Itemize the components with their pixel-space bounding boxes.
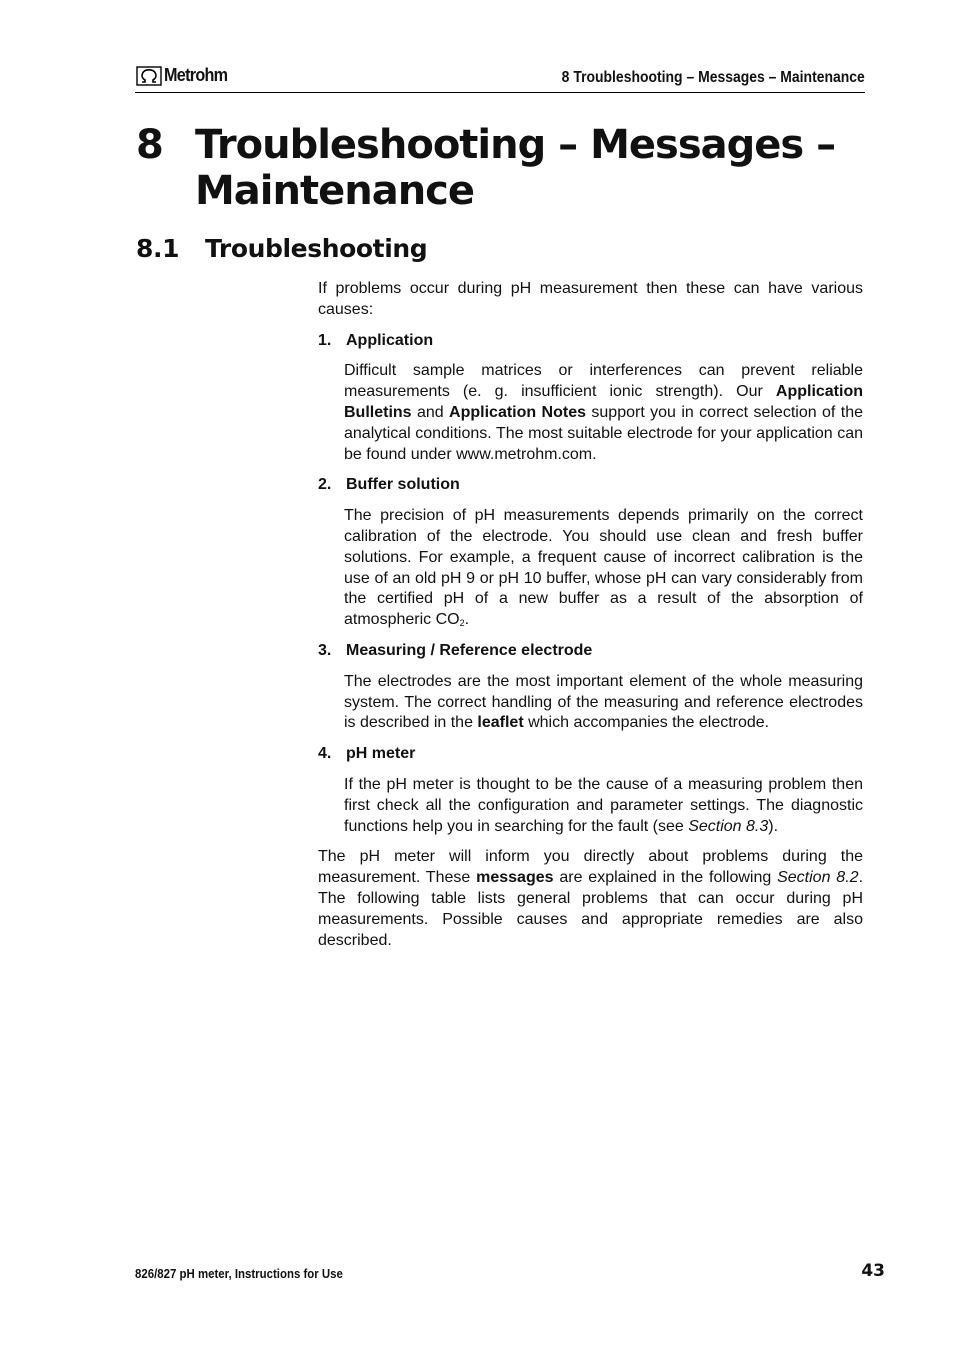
bold-term: Application Notes bbox=[449, 403, 586, 421]
section-number: 8.1 bbox=[136, 234, 180, 263]
item-body-electrode bbox=[344, 672, 863, 734]
text-run: ). bbox=[768, 817, 779, 835]
text-run: . bbox=[464, 611, 470, 629]
closing-paragraph bbox=[318, 847, 863, 951]
item-number: 4. bbox=[318, 745, 332, 763]
text-run: are explained in the following bbox=[553, 869, 778, 887]
body-column bbox=[318, 279, 863, 951]
footer-document-title: 826/827 pH meter, Instructions for Use bbox=[135, 1266, 343, 1281]
brand-logo bbox=[136, 65, 234, 86]
chapter-number: 8 bbox=[136, 122, 163, 168]
bold-term: leaflet bbox=[477, 714, 524, 732]
text-run: . The following table lists general problems that can occur during pH measurements. Possible causes and appropriate remedies are also described. bbox=[318, 869, 864, 949]
item-number: 1. bbox=[318, 331, 332, 349]
item-heading-text: Measuring / Reference electrode bbox=[346, 641, 593, 659]
item-number: 2. bbox=[318, 476, 332, 494]
text-run: The electrodes are the most important element of the whole measuring system. The correct handling of the measuring and reference electrodes is described in the bbox=[344, 672, 863, 732]
item-heading-electrode bbox=[318, 641, 863, 662]
item-heading-ph-meter bbox=[318, 744, 863, 765]
text-run: The precision of pH measurements depends primarily on the correct calibration of the electrode. You should use clean and fresh buffer solutions. For example, a frequent cause of incorrect calibration is the use of an old pH 9 or pH 10 buffer, whose pH can vary considerably from the certified pH of a new buffer as a result of the absorption of atmospheric CO bbox=[344, 507, 863, 629]
chapter-title-line1: Troubleshooting – Messages – bbox=[195, 122, 836, 168]
chapter-title-line2: Maintenance bbox=[195, 168, 475, 214]
item-body-application bbox=[344, 361, 863, 465]
item-heading-buffer-solution bbox=[318, 475, 863, 496]
item-heading-text: Application bbox=[346, 331, 434, 349]
page-number: 43 bbox=[861, 1261, 885, 1281]
text-run: which accompanies the electrode. bbox=[523, 714, 770, 732]
text-run: support you in correct selection of the analytical conditions. The most suitable electrode for your application can be found under www.metrohm.com. bbox=[344, 403, 863, 463]
item-body-ph-meter bbox=[344, 775, 863, 837]
text-run: and bbox=[411, 403, 450, 421]
item-number: 3. bbox=[318, 641, 332, 659]
section-heading: Troubleshooting bbox=[205, 234, 428, 263]
section-reference: Section 8.3 bbox=[688, 817, 769, 835]
bold-term: Application Bulletins bbox=[344, 383, 863, 421]
text-run: Difficult sample matrices or interferences can prevent reliable measurements (e. g. insufficient ionic strength). Our bbox=[344, 362, 863, 401]
subscript: 2 bbox=[459, 618, 465, 629]
bold-term: messages bbox=[476, 869, 554, 887]
item-heading-text: pH meter bbox=[346, 745, 416, 763]
item-heading-application bbox=[318, 331, 863, 352]
intro-paragraph: If problems occur during pH measurement then these can have various causes: bbox=[318, 280, 863, 318]
text-run: If the pH meter is thought to be the cause of a measuring problem then first check all the configuration and parameter settings. The diagnostic functions help you in searching for the fault (see bbox=[344, 775, 863, 835]
text-run: The pH meter will inform you directly about problems during the measurement. These bbox=[318, 848, 863, 887]
omega-logo-icon bbox=[136, 66, 162, 86]
item-body-buffer-solution bbox=[344, 506, 863, 631]
page-header bbox=[135, 62, 865, 93]
running-title: 8 Troubleshooting – Messages – Maintenance bbox=[561, 69, 865, 86]
section-reference: Section 8.2 bbox=[777, 869, 859, 887]
brand-name: Metrohm bbox=[164, 65, 228, 85]
item-heading-text: Buffer solution bbox=[346, 476, 460, 494]
